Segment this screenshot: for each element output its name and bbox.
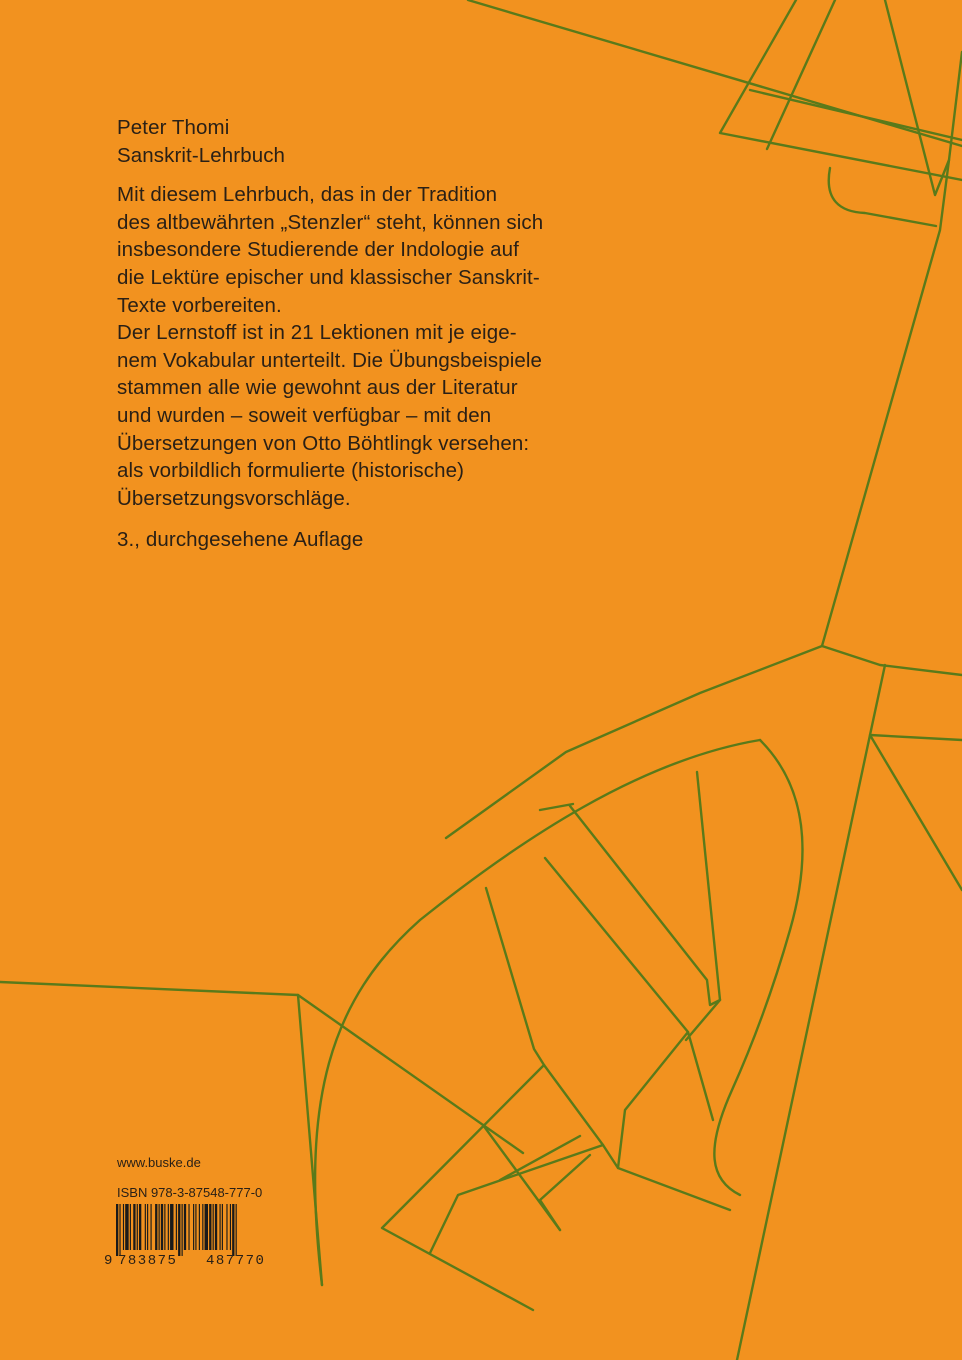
barcode-bar	[155, 1204, 157, 1250]
barcode-bar	[193, 1204, 194, 1250]
barcode-bar	[222, 1204, 223, 1250]
barcode-bar	[159, 1204, 160, 1250]
map-road-top-left-edge	[720, 0, 962, 180]
barcode-bar	[220, 1204, 221, 1250]
publisher-footer	[117, 1155, 262, 1201]
barcode-left-digits: 783875	[118, 1253, 178, 1269]
barcode-bar	[215, 1204, 217, 1250]
description-line: insbesondere Studierende der Indologie auf	[117, 238, 519, 262]
map-road-curve-top	[829, 168, 936, 226]
map-road-inner-l	[686, 1000, 720, 1040]
map-road-top-inner	[767, 0, 835, 149]
barcode	[104, 1204, 288, 1270]
map-road-right-vertical	[870, 665, 962, 740]
barcode-bar	[209, 1204, 211, 1250]
description-line: Mit diesem Lehrbuch, das in der Tradition	[117, 183, 498, 207]
barcode-bar	[202, 1204, 203, 1250]
description-line: und wurden – soweit verfügbar – mit den	[117, 403, 492, 427]
description-line: die Lektüre epischer und klassischer Sanskrit-	[117, 265, 540, 289]
barcode-bar	[178, 1204, 180, 1256]
barcode-bar	[130, 1204, 131, 1250]
barcode-bar	[161, 1204, 163, 1250]
map-road-inner-e	[540, 804, 573, 810]
barcode-bar	[164, 1204, 165, 1250]
barcode-bar	[145, 1204, 146, 1250]
map-road-left-long	[0, 982, 523, 1153]
barcode-right-digits: 487770	[206, 1253, 266, 1269]
map-road-long-vertical	[822, 160, 949, 646]
isbn-number: ISBN 978-3-87548-777-0	[117, 1185, 263, 1200]
barcode-bar	[226, 1204, 227, 1250]
description-line: Übersetzungen von Otto Böhtlingk versehen:	[117, 431, 530, 455]
cover-text	[117, 114, 617, 554]
map-road-inner-k	[540, 1155, 590, 1230]
barcode-bar	[151, 1204, 152, 1250]
publisher-website: www.buske.de	[117, 1155, 201, 1170]
description-line: des altbewährten „Stenzler“ steht, können sich	[117, 210, 544, 234]
map-road-middle-right	[822, 646, 962, 675]
description-line: stammen alle wie gewohnt aus der Literatur	[117, 376, 518, 400]
barcode-bar	[137, 1204, 138, 1250]
barcode-bar	[188, 1204, 189, 1250]
map-road-vertical-left	[885, 0, 962, 195]
barcode-bar	[125, 1204, 128, 1250]
description-line: Texte vorbereiten.	[117, 293, 282, 317]
description-line: Der Lernstoff ist in 21 Lektionen mit je eige-	[117, 321, 517, 345]
barcode-bar	[205, 1204, 208, 1250]
barcode-bar	[236, 1204, 237, 1256]
barcode-first-digit: 9	[104, 1253, 114, 1269]
map-road-inner-h	[430, 1145, 603, 1253]
edition-note: 3., durchgesehene Auflage	[117, 528, 364, 552]
map-road-inner-d	[570, 772, 720, 1005]
map-road-inner-a	[298, 995, 322, 1285]
barcode-bar	[123, 1204, 124, 1250]
barcode-bar	[182, 1204, 183, 1256]
barcode-bar	[184, 1204, 186, 1250]
barcode-bar	[230, 1204, 231, 1250]
book-title: Sanskrit-Lehrbuch	[117, 143, 286, 167]
map-road-long-diagonal-right	[737, 735, 962, 1360]
description-line: nem Vokabular unterteilt. Die Übungsbeispiele	[117, 348, 542, 372]
map-district-left-arc	[315, 740, 760, 1285]
barcode-bar	[147, 1204, 148, 1250]
map-road-inner-c	[545, 858, 713, 1120]
map-road-inner-g	[382, 1065, 544, 1310]
barcode-bar	[168, 1204, 169, 1250]
description-line: als vorbildlich formulierte (historische)	[117, 459, 465, 483]
author-name: Peter Thomi	[117, 116, 230, 139]
barcode-bar	[195, 1204, 196, 1250]
barcode-bar	[176, 1204, 177, 1250]
barcode-bar	[119, 1204, 120, 1256]
barcode-bar	[199, 1204, 200, 1250]
map-road-middle	[446, 646, 822, 838]
book-description	[117, 181, 617, 512]
barcode-bar	[232, 1204, 234, 1256]
barcode-bar	[116, 1204, 118, 1256]
description-line: Übersetzungsvorschläge.	[117, 486, 351, 510]
barcode-bar	[170, 1204, 173, 1250]
barcode-bar	[139, 1204, 141, 1250]
barcode-bar	[213, 1204, 214, 1250]
barcode-bar	[133, 1204, 135, 1250]
map-road-inner-f	[618, 1032, 688, 1168]
map-district-outline	[714, 740, 802, 1195]
